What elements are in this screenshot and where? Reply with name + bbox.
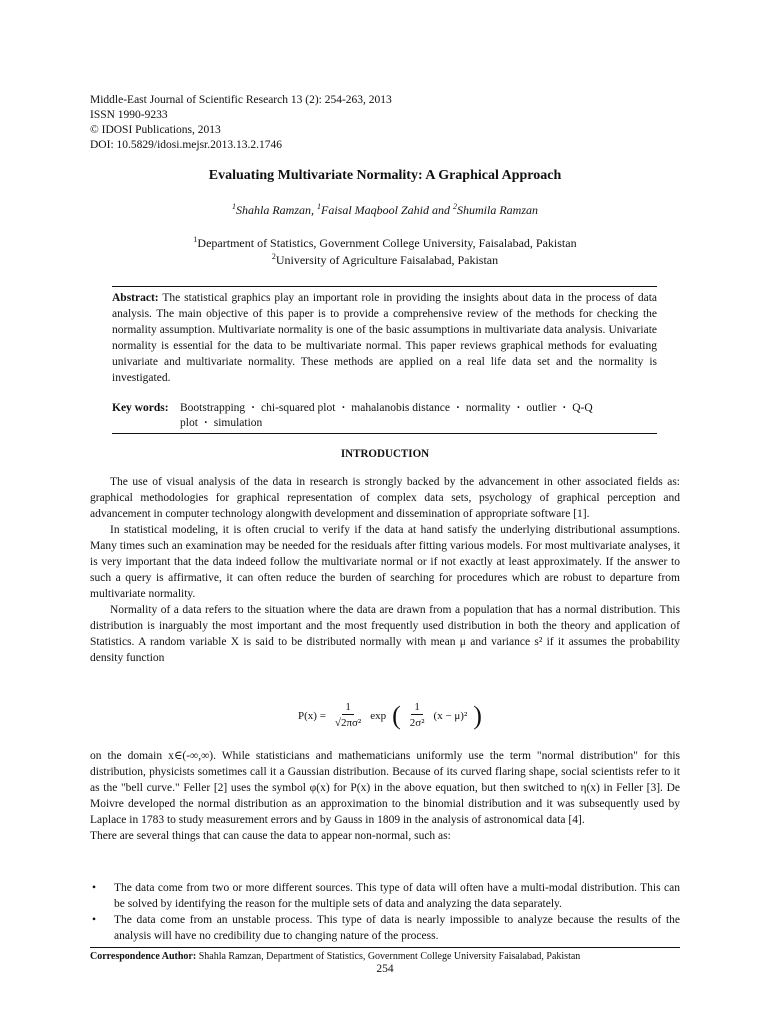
formula-exp: exp (370, 709, 387, 722)
formula-lhs: P(x) = (298, 709, 326, 722)
keyword-separator: · (341, 402, 346, 414)
author-2: Faisal Maqbool Zahid and (320, 203, 453, 217)
list-item (90, 880, 680, 912)
keyword: chi-squared plot (261, 402, 336, 414)
list-item-text: The data come from an unstable process. This type of data is nearly impossible to analyze because the results of the analysis will have no credibility due to changing nature of the process. (114, 914, 680, 942)
page-number: 254 (376, 963, 394, 975)
abstract-label: Abstract: (112, 292, 159, 304)
affiliation-2 (90, 252, 680, 269)
affiliations (90, 235, 680, 269)
formula-tail: (x − μ)² (433, 709, 468, 722)
list-intro: There are several things that can cause the data to appear non-normal, such as: (90, 830, 451, 842)
keyword-separator: · (203, 417, 208, 429)
footnote-text: Shahla Ramzan, Department of Statistics, Government College University Faisalabad, Pakistan (196, 951, 581, 962)
abstract-top-rule (112, 286, 657, 287)
abstract-bottom-rule (112, 433, 657, 434)
publisher: © IDOSI Publications, 2013 (90, 124, 221, 136)
author-3-sup: 2 (453, 202, 457, 211)
journal-line: Middle-East Journal of Scientific Research 13 (2): 254-263, 2013 (90, 94, 392, 106)
post-formula-body (90, 748, 680, 844)
footnote-label: Correspondence Author: (90, 951, 197, 962)
formula-close-paren: ) (473, 700, 482, 730)
affiliation-1 (90, 235, 680, 252)
author-3: Shumila Ramzan (457, 203, 538, 217)
pdf-formula (298, 700, 482, 731)
formula-fraction-1 (332, 700, 364, 731)
keyword-separator: · (562, 402, 567, 414)
author-1: Shahla Ramzan, (235, 203, 317, 217)
paragraph: on the domain x∈(-∞,∞). While statisticians and mathematicians uniformly use the term "normal distribution" for this distribution, physicists sometimes call it a Gaussian distribution. Because of its curved flaring shape, social scientists refer to it as the "bell curve." Feller [2] uses the symbol φ(x) for P(x) in the above equation, but then switched to η(x) in Feller [3]. De Moivre developed the normal distribution as an approximation to the binomial distribution and it was subsequently used by Laplace in 1783 to study measurement errors and by Gauss in 1809 in the analysis of astronomical data [4]. (90, 750, 680, 826)
formula-fraction-2 (407, 700, 428, 731)
affiliation-2-text: University of Agriculture Faisalabad, Pakistan (275, 253, 499, 267)
keyword: simulation (213, 417, 263, 429)
keyword: mahalanobis distance (351, 402, 450, 414)
section-heading: INTRODUCTION (340, 446, 430, 460)
author-2-sup: 1 (316, 202, 321, 211)
keyword: normality (465, 402, 511, 414)
affiliation-2-sup: 2 (271, 252, 276, 261)
formula-fraction-1-den: √2πσ² (334, 717, 362, 729)
bullet-list (90, 880, 680, 944)
correspondence-footnote (90, 950, 680, 963)
keyword-separator: · (251, 402, 256, 414)
paragraph: Normality of a data refers to the situation where the data are drawn from a population that has a normal distribution. This distribution is inarguably the most important and the most frequently used distribution in both the theory and application of Statistics. A random variable X is said to be distributed normally with mean μ and variance s² if it assumes the probability density function (90, 604, 680, 664)
list-item-text: The data come from two or more different sources. This type of data will often have a multi-modal distribution. This can be solved by identifying the reason for the multiple sets of data and analyzing the data separately. (114, 882, 680, 910)
formula-open-paren: ( (392, 700, 401, 730)
bullet-icon: • (92, 882, 97, 894)
keywords-list (180, 401, 657, 431)
author-1-sup: 1 (231, 202, 236, 211)
paper-title: Evaluating Multivariate Normality: A Graphical Approach (208, 168, 562, 183)
formula-fraction-2-den: 2σ² (409, 717, 425, 729)
abstract-text: The statistical graphics play an important role in providing the insights about data in the process of data analysis. The main objective of this paper is to provide a comprehensive review of the methods for checking the normality assumption. Multivariate normality is one of the basic assumptions in multivariate data analysis. Univariate normality is essential for the data to be multivariate normal. This paper reviews graphical methods for evaluating univariate and multivariate normality. These methods are applied on a real life data set and the normality is investigated. (112, 292, 657, 384)
keyword-separator: · (455, 402, 460, 414)
keyword: Q-Q plot (180, 402, 593, 429)
keywords (112, 401, 657, 431)
footnote-rule (90, 947, 680, 948)
keywords-label: Key words: (112, 402, 169, 414)
paragraph: The use of visual analysis of the data in research is strongly backed by the advancement in other associated fields as: graphical methodologies for graphical representation of complex data sets, psychology of graphical perception and advancement in computer technology alongwith development and dissemination of appropriate software [1]. (90, 476, 680, 520)
journal-header (90, 93, 392, 153)
affiliation-1-sup: 1 (193, 235, 198, 244)
keyword-separator: · (516, 402, 521, 414)
formula-fraction-1-num: 1 (342, 700, 354, 715)
paragraph: In statistical modeling, it is often crucial to verify if the data at hand satisfy the underlying distributional assumptions. Many times such an examination may be needed for the residuals after fitting various models. For most multivariate analyses, it is very important that the data indeed follow the multivariate normal or if not exactly at least approximately. If the answer to such a query is affirmative, it can often reduce the burden of searching for procedures which are robust to departure from multivariate normality. (90, 524, 680, 600)
doi: DOI: 10.5829/idosi.mejsr.2013.13.2.1746 (90, 139, 282, 151)
issn: ISSN 1990-9233 (90, 109, 168, 121)
author-list (90, 203, 680, 218)
formula-fraction-2-num: 1 (411, 700, 423, 715)
paper-page (90, 0, 680, 1024)
keyword: outlier (526, 402, 557, 414)
list-item (90, 912, 680, 944)
abstract (112, 290, 657, 386)
bullet-icon: • (92, 914, 97, 926)
affiliation-1-text: Department of Statistics, Government College University, Faisalabad, Pakistan (197, 236, 577, 250)
intro-body (90, 474, 680, 666)
keyword: Bootstrapping (180, 402, 246, 414)
